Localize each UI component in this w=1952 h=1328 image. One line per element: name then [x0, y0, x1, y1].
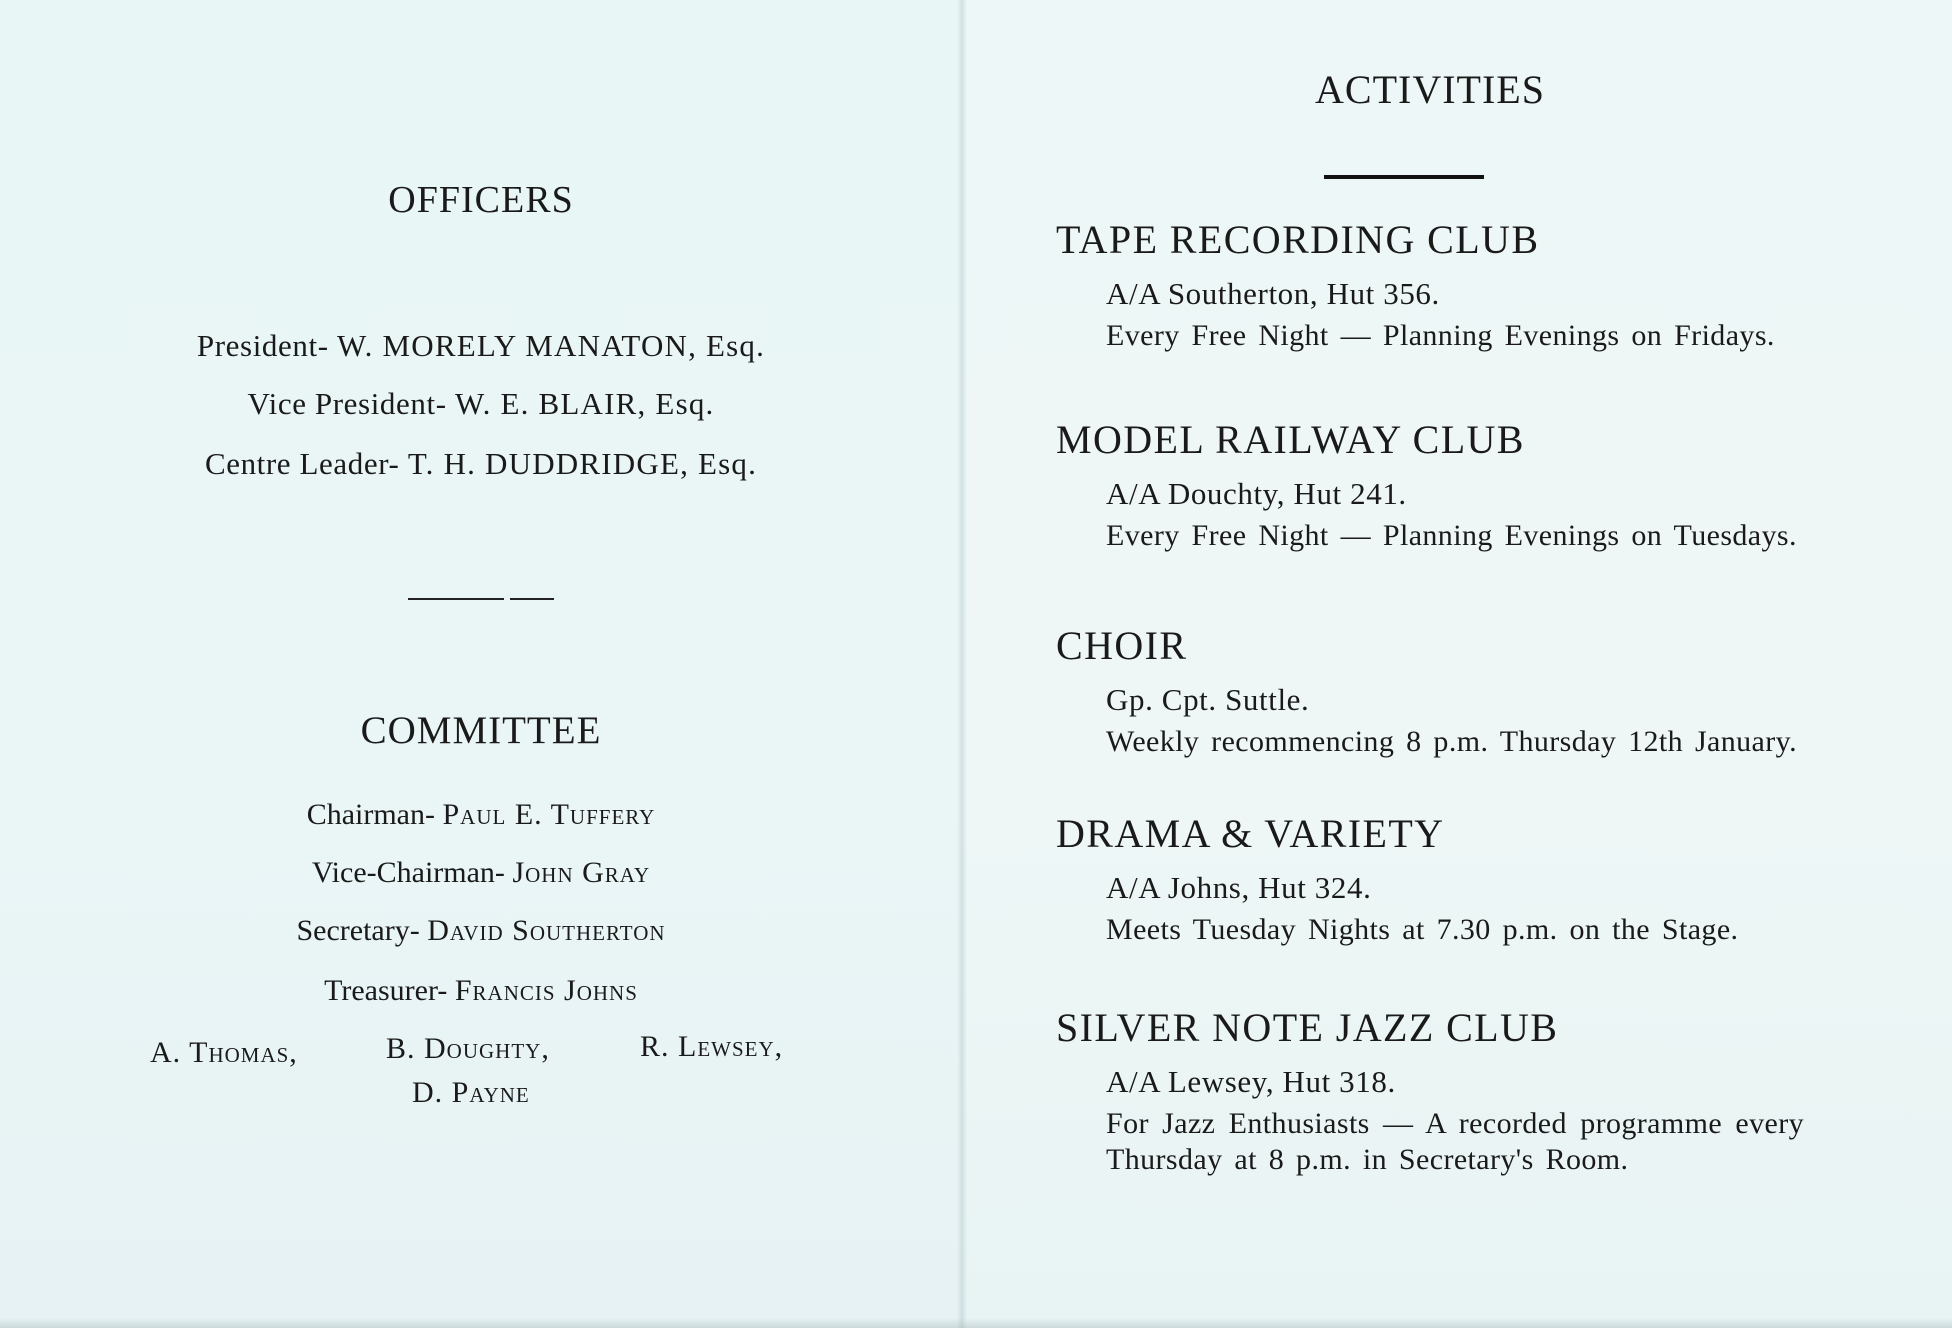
officer-role: Vice President-: [247, 386, 447, 421]
committee-member: R. Lewsey,: [640, 1030, 784, 1063]
activities-heading: ACTIVITIES: [1315, 67, 1545, 112]
club-title: DRAMA & VARIETY: [1056, 811, 1445, 856]
club-title: TAPE RECORDING CLUB: [1056, 217, 1540, 262]
committee-role: Secretary-: [296, 914, 420, 947]
section-divider: [510, 598, 554, 600]
committee-name: Paul E. Tuffery: [442, 798, 656, 831]
club-choir: [1056, 624, 1816, 760]
officer-role: President-: [196, 328, 329, 363]
officer-president: [0, 328, 962, 364]
club-leader: A/A Johns, Hut 324.: [1106, 870, 1372, 905]
officers-heading: OFFICERS: [388, 179, 574, 221]
officer-name: T. H. DUDDRIDGE, Esq.: [407, 446, 758, 481]
club-description: Every Free Night — Planning Evenings on Tuesdays.: [1106, 519, 1797, 552]
officer-vice-president: [0, 386, 962, 422]
committee-member: A. Thomas,: [150, 1036, 298, 1069]
left-page: [0, 0, 962, 1328]
club-leader: A/A Lewsey, Hut 318.: [1106, 1064, 1396, 1099]
club-model-railway: [1056, 418, 1816, 554]
club-title: SILVER NOTE JAZZ CLUB: [1056, 1005, 1559, 1050]
committee-chairman: [0, 798, 962, 832]
club-description: Every Free Night — Planning Evenings on Fridays.: [1106, 319, 1775, 352]
committee-name: David Southerton: [427, 914, 666, 947]
club-leader: A/A Douchty, Hut 241.: [1106, 476, 1407, 511]
paper-bottom-edge: [0, 1318, 1952, 1328]
officer-role: Centre Leader-: [204, 446, 400, 481]
club-drama-variety: [1056, 812, 1816, 948]
committee-role: Chairman-: [306, 798, 435, 831]
club-leader: A/A Southerton, Hut 356.: [1106, 276, 1440, 311]
committee-heading: COMMITTEE: [360, 709, 602, 752]
committee-role: Vice-Chairman-: [311, 856, 505, 889]
club-leader: Gp. Cpt. Suttle.: [1106, 682, 1310, 717]
committee-treasurer: [0, 974, 962, 1008]
section-divider: [408, 598, 504, 600]
committee-role: Treasurer-: [324, 974, 448, 1007]
club-description: Weekly recommencing 8 p.m. Thursday 12th January.: [1106, 725, 1798, 758]
club-description: Meets Tuesday Nights at 7.30 p.m. on the Stage.: [1106, 913, 1739, 946]
committee-vice-chairman: [0, 856, 962, 890]
officer-centre-leader: [0, 446, 962, 482]
officer-name: W. E. BLAIR, Esq.: [454, 386, 715, 421]
club-title: MODEL RAILWAY CLUB: [1056, 417, 1525, 462]
club-title: CHOIR: [1056, 623, 1188, 668]
activities-divider: [1324, 175, 1484, 179]
committee-name: John Gray: [512, 856, 651, 889]
club-tape-recording: [1056, 218, 1816, 354]
club-description: For Jazz Enthusiasts — A recorded programme every Thursday at 8 p.m. in Secretary's Room.: [1106, 1107, 1804, 1176]
officer-name: W. MORELY MANATON, Esq.: [336, 328, 766, 363]
page-fold: [957, 0, 967, 1328]
club-silver-note-jazz: [1056, 1006, 1816, 1178]
committee-member: D. Payne: [412, 1076, 530, 1109]
committee-name: Francis Johns: [454, 974, 638, 1007]
committee-secretary: [0, 914, 962, 948]
committee-member: B. Doughty,: [386, 1032, 550, 1065]
